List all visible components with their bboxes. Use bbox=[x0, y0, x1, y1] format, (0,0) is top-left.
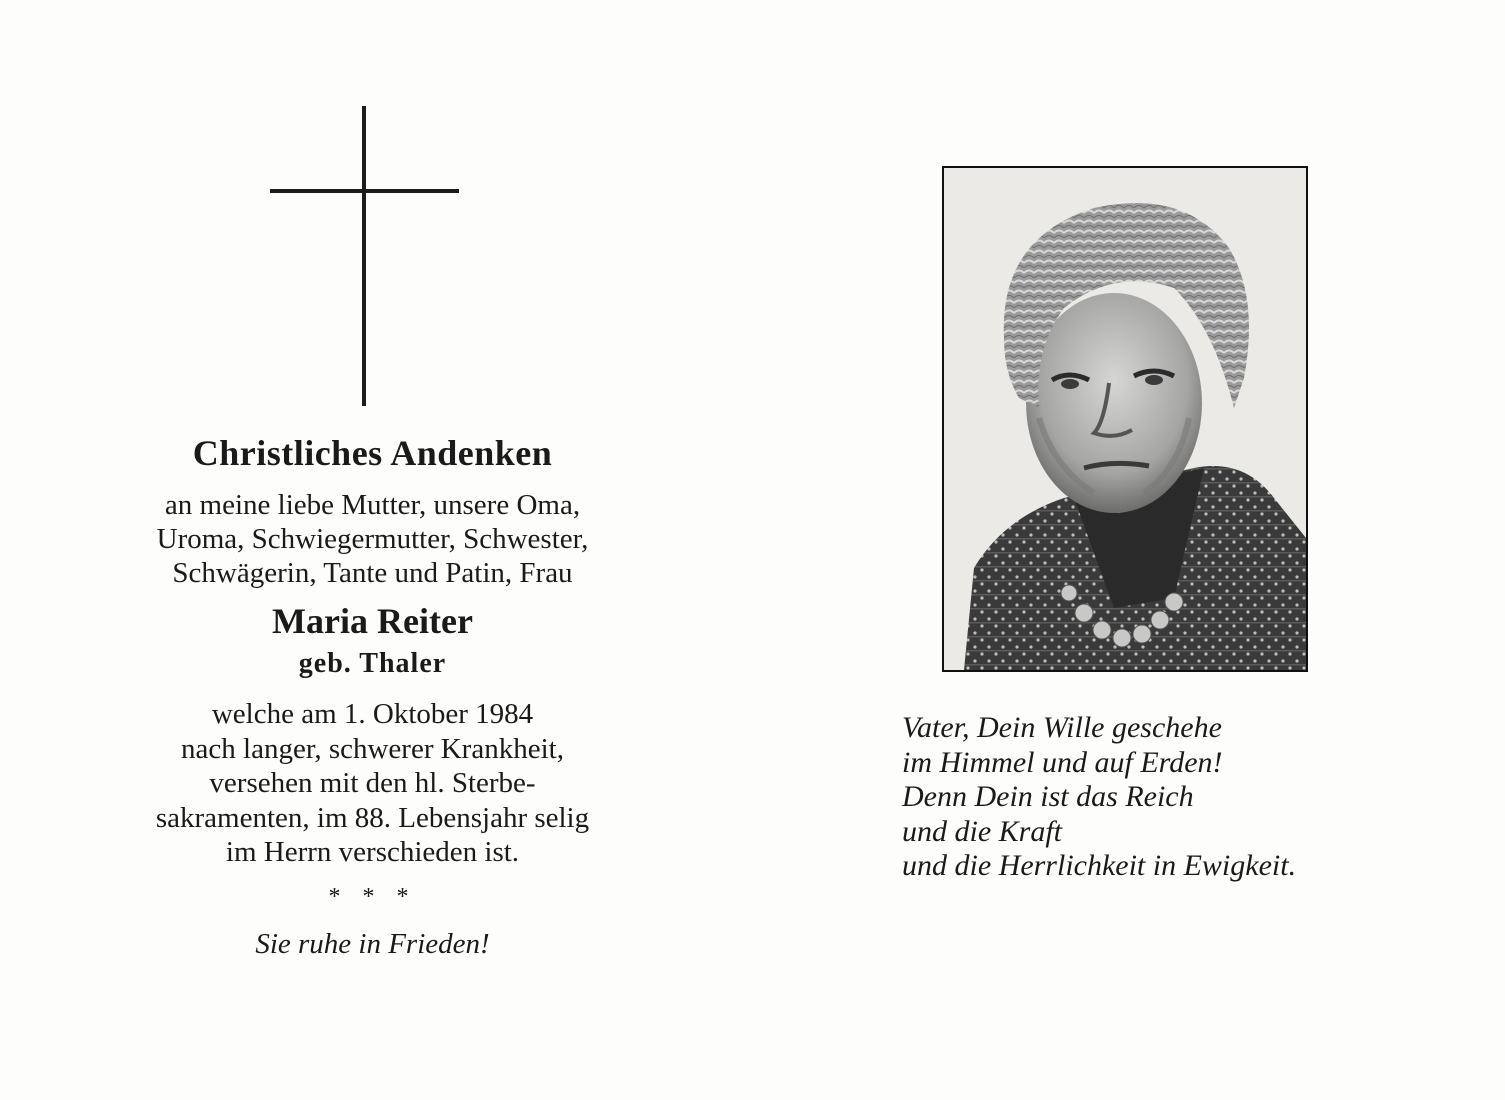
dedication-text bbox=[100, 488, 645, 590]
cross-horizontal-bar bbox=[270, 189, 459, 193]
prayer-text bbox=[902, 711, 1296, 884]
prayer-line: und die Herrlichkeit in Ewigkeit. bbox=[902, 849, 1297, 882]
death-notice-text bbox=[100, 697, 645, 870]
separator-stars: * * * bbox=[328, 884, 417, 910]
dedication-line: Uroma, Schwiegermutter, Schwester, bbox=[156, 523, 589, 555]
notice-line: nach langer, schwerer Krankheit, bbox=[181, 732, 564, 765]
prayer-line: Vater, Dein Wille geschehe bbox=[902, 711, 1222, 744]
farewell-text: Sie ruhe in Frieden! bbox=[255, 928, 490, 960]
dedication-line: an meine liebe Mutter, unsere Oma, bbox=[164, 489, 581, 521]
notice-line: im Herrn verschieden ist. bbox=[225, 836, 520, 868]
notice-line: versehen mit den hl. Sterbe- bbox=[209, 767, 536, 799]
notice-line: sakramenten, im 88. Lebensjahr selig bbox=[155, 801, 590, 834]
prayer-line: Denn Dein ist das Reich bbox=[902, 780, 1194, 813]
maiden-name: geb. Thaler bbox=[298, 648, 447, 679]
portrait-photo bbox=[942, 166, 1308, 672]
card-heading: Christliches Andenken bbox=[192, 433, 553, 473]
prayer-line: und die Kraft bbox=[902, 814, 1063, 848]
cross-vertical-bar bbox=[362, 106, 366, 406]
deceased-name: Maria Reiter bbox=[272, 601, 473, 641]
dedication-line: Schwägerin, Tante und Patin, Frau bbox=[172, 557, 573, 589]
prayer-line: im Himmel und auf Erden! bbox=[902, 745, 1223, 779]
notice-line: welche am 1. Oktober 1984 bbox=[211, 698, 534, 730]
